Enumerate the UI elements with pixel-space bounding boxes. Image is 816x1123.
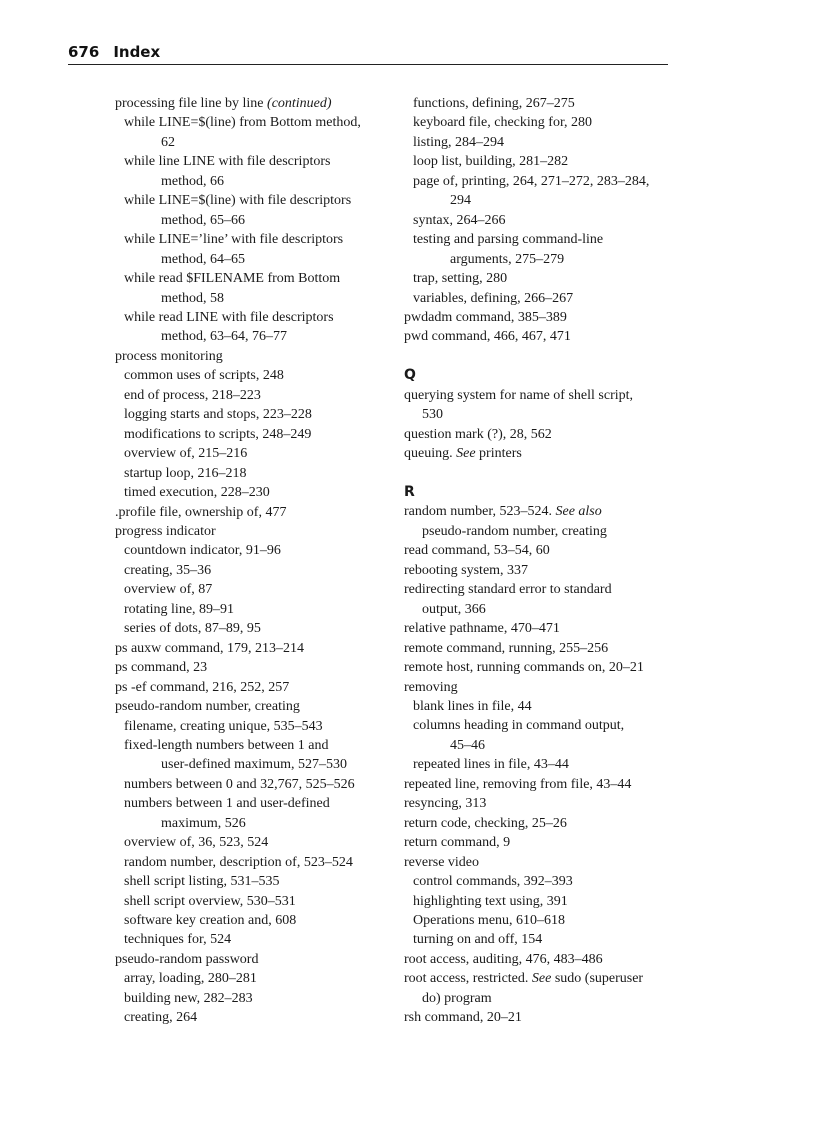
index-entry: reverse video: [404, 854, 480, 870]
index-subentry: keyboard file, checking for, 280: [413, 115, 593, 131]
index-subentry: trap, setting, 280: [413, 271, 508, 287]
index-subentry: creating, 264: [124, 1010, 198, 1026]
index-entry: repeated line, removing from file, 43–44: [404, 776, 632, 792]
index-entry: read command, 53–54, 60: [404, 543, 550, 559]
index-subentry: overview of, 215–216: [124, 446, 248, 462]
index-subentry: techniques for, 524: [124, 932, 232, 948]
index-subentry: series of dots, 87–89, 95: [124, 621, 261, 637]
letter-heading-r: R: [404, 484, 415, 501]
index-subentry: turning on and off, 154: [413, 932, 543, 948]
index-subentry: modifications to scripts, 248–249: [124, 426, 312, 442]
index-subentry: loop list, building, 281–282: [413, 154, 569, 170]
letter-heading-q: Q: [404, 367, 416, 384]
index-entry: return command, 9: [404, 835, 511, 851]
index-entry: querying system for name of shell script, 530: [404, 387, 634, 423]
index-subentry: shell script overview, 530–531: [124, 893, 296, 909]
index-subentry: building new, 282–283: [124, 990, 253, 1006]
index-subentry: while LINE=$(line) with file descriptors method, 65–66: [124, 193, 352, 228]
index-entry: return code, checking, 25–26: [404, 815, 567, 831]
index-subentry: fixed-length numbers between 1 and user-defined maximum, 527–530: [124, 737, 347, 773]
index-entry: pseudo-random number, creating: [115, 699, 300, 715]
index-column-right: [404, 94, 679, 1028]
index-subentry: overview of, 87: [124, 582, 213, 598]
index-subentry: end of process, 218–223: [124, 387, 261, 403]
index-entry: queuing. See printers: [404, 446, 522, 462]
index-entry: root access, restricted. See sudo (superuser do) program: [404, 971, 644, 1006]
index-subentry: random number, description of, 523–524: [124, 854, 353, 870]
index-entry: redirecting standard error to standard output, 366: [404, 582, 612, 617]
index-entry: random number, 523–524. See also pseudo-random number, creating: [404, 504, 607, 539]
index-entry: removing: [404, 679, 458, 695]
index-subentry: while line LINE with file descriptors method, 66: [124, 154, 331, 189]
section-gap: [404, 347, 679, 366]
index-subentry: numbers between 1 and user-defined maximum, 526: [124, 796, 330, 831]
index-subentry: while LINE=$(line) from Bottom method, 62: [124, 115, 361, 150]
index-entry: .profile file, ownership of, 477: [115, 504, 287, 520]
index-entry: remote command, running, 255–256: [404, 640, 609, 656]
index-entry: pwd command, 466, 467, 471: [404, 329, 571, 345]
index-entry: root access, auditing, 476, 483–486: [404, 951, 603, 967]
index-subentry: while read $FILENAME from Bottom method, 58: [124, 271, 341, 306]
index-subentry: while LINE=’line’ with file descriptors method, 64–65: [124, 232, 344, 267]
index-entry: relative pathname, 470–471: [404, 621, 560, 637]
index-entry: processing file line by line (continued): [115, 96, 332, 111]
index-subentry: testing and parsing command-line arguments, 275–279: [413, 232, 604, 267]
index-entry: remote host, running commands on, 20–21: [404, 660, 644, 676]
index-column-left: [115, 94, 390, 1028]
page-number: 676: [68, 43, 100, 61]
index-entry: process monitoring: [115, 348, 223, 364]
index-subentry: rotating line, 89–91: [124, 601, 235, 617]
index-subentry: columns heading in command output, 45–46: [413, 718, 625, 753]
index-subentry: common uses of scripts, 248: [124, 368, 284, 384]
index-entry: ps -ef command, 216, 252, 257: [115, 679, 290, 695]
section-title: Index: [113, 43, 161, 61]
index-subentry: shell script listing, 531–535: [124, 874, 280, 890]
index-entry: ps command, 23: [115, 660, 208, 676]
index-subentry: creating, 35–36: [124, 562, 212, 578]
index-subentry: timed execution, 228–230: [124, 485, 270, 501]
index-subentry: listing, 284–294: [413, 134, 505, 150]
index-entry: pwdadm command, 385–389: [404, 309, 567, 325]
running-header: [68, 42, 668, 65]
index-entry: progress indicator: [115, 523, 216, 539]
index-subentry: highlighting text using, 391: [413, 893, 568, 909]
section-gap: [404, 464, 679, 483]
index-subentry: countdown indicator, 91–96: [124, 543, 281, 559]
index-entry: resyncing, 313: [404, 796, 487, 812]
index-entry: ps auxw command, 179, 213–214: [115, 640, 304, 656]
index-entry: question mark (?), 28, 562: [404, 426, 552, 442]
index-subentry: blank lines in file, 44: [413, 698, 532, 714]
index-subentry: overview of, 36, 523, 524: [124, 835, 269, 851]
index-subentry: software key creation and, 608: [124, 913, 297, 929]
index-entry: pseudo-random password: [115, 951, 259, 967]
index-subentry: filename, creating unique, 535–543: [124, 718, 323, 734]
index-subentry: startup loop, 216–218: [124, 465, 247, 481]
index-subentry: variables, defining, 266–267: [413, 290, 574, 306]
index-subentry: while read LINE with file descriptors method, 63–64, 76–77: [124, 309, 334, 345]
index-subentry: syntax, 264–266: [413, 212, 506, 228]
index-subentry: numbers between 0 and 32,767, 525–526: [124, 776, 355, 792]
index-subentry: page of, printing, 264, 271–272, 283–284, 294: [413, 173, 650, 209]
index-subentry: repeated lines in file, 43–44: [413, 757, 569, 773]
index-subentry: functions, defining, 267–275: [413, 96, 575, 111]
index-subentry: Operations menu, 610–618: [413, 912, 566, 928]
index-entry: rebooting system, 337: [404, 562, 529, 578]
index-subentry: logging starts and stops, 223–228: [124, 407, 312, 423]
index-subentry: array, loading, 280–281: [124, 971, 257, 987]
index-entry: rsh command, 20–21: [404, 1010, 522, 1026]
index-subentry: control commands, 392–393: [413, 874, 573, 890]
